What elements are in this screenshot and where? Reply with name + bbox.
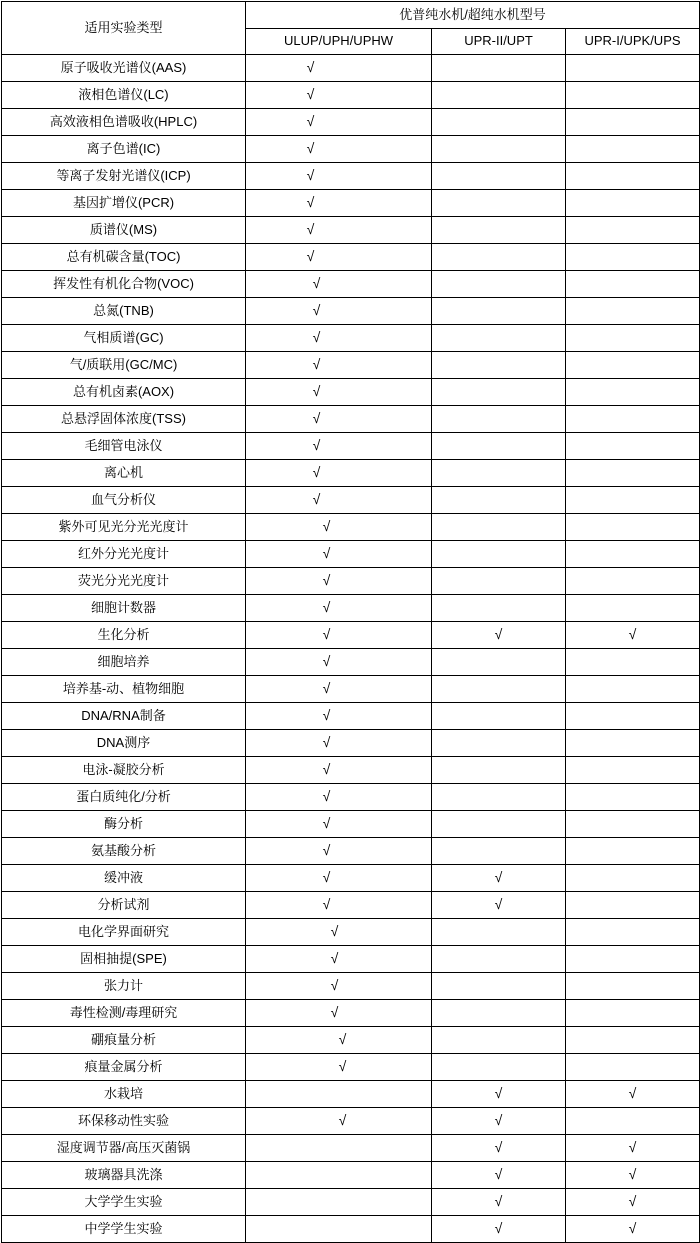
check-mark-icon: √ [322,626,331,643]
table-row [2,244,700,271]
experiment-type-cell: 毒性检测/毒理研究 [2,1000,246,1027]
model-3-mark-cell [566,433,700,460]
check-mark-icon: √ [494,1166,503,1183]
check-mark-icon: √ [312,275,321,292]
model-3-mark-cell [566,136,700,163]
model-3-mark-cell [566,757,700,784]
model-2-mark-cell [432,217,566,244]
experiment-type-cell: 酶分析 [2,811,246,838]
model-1-mark-cell [246,1135,432,1162]
check-mark-icon: √ [494,1112,503,1129]
table-row [2,55,700,82]
model-3-mark-cell [566,541,700,568]
model-1-mark-cell [246,298,432,325]
experiment-type-cell: 电泳-凝胶分析 [2,757,246,784]
model-1-mark-cell [246,649,432,676]
model-3-mark-cell [566,730,700,757]
experiment-type-cell: 毛细管电泳仪 [2,433,246,460]
check-mark-icon: √ [330,950,339,967]
column-header-experiment-type: 适用实验类型 [2,2,246,55]
model-3-mark-cell [566,271,700,298]
check-mark-icon: √ [330,977,339,994]
model-1-mark-cell [246,1162,432,1189]
table-row [2,622,700,649]
check-mark-icon: √ [322,545,331,562]
model-1-mark-cell [246,838,432,865]
table-row [2,433,700,460]
model-2-mark-cell [432,919,566,946]
experiment-type-cell: 水栽培 [2,1081,246,1108]
model-1-mark-cell [246,514,432,541]
model-3-mark-cell [566,109,700,136]
check-mark-icon: √ [494,1220,503,1237]
table-row [2,703,700,730]
model-1-mark-cell [246,1189,432,1216]
model-2-mark-cell [432,433,566,460]
model-3-mark-cell [566,595,700,622]
check-mark-icon: √ [338,1031,347,1048]
check-mark-icon: √ [322,707,331,724]
experiment-type-cell: 总有机卤素(AOX) [2,379,246,406]
experiment-type-cell: 原子吸收光谱仪(AAS) [2,55,246,82]
model-3-mark-cell [566,568,700,595]
model-2-mark-cell [432,838,566,865]
model-2-mark-cell [432,406,566,433]
model-3-mark-cell [566,703,700,730]
model-2-mark-cell [432,460,566,487]
table-row [2,1189,700,1216]
model-3-mark-cell [566,1000,700,1027]
experiment-type-cell: 细胞计数器 [2,595,246,622]
model-2-mark-cell [432,649,566,676]
model-1-mark-cell [246,784,432,811]
model-2-mark-cell [432,1216,566,1243]
experiment-type-cell: 总氮(TNB) [2,298,246,325]
model-3-mark-cell [566,352,700,379]
model-3-mark-cell [566,1135,700,1162]
table-row [2,892,700,919]
table-row [2,919,700,946]
experiment-type-cell: 分析试剂 [2,892,246,919]
model-2-mark-cell [432,82,566,109]
model-2-mark-cell [432,1135,566,1162]
check-mark-icon: √ [628,1139,637,1156]
check-mark-icon: √ [312,491,321,508]
check-mark-icon: √ [312,383,321,400]
table-row [2,730,700,757]
table-row [2,1054,700,1081]
check-mark-icon: √ [628,1193,637,1210]
model-1-mark-cell [246,433,432,460]
experiment-type-cell: 生化分析 [2,622,246,649]
experiment-type-cell: 高效液相色谱吸收(HPLC) [2,109,246,136]
table-row [2,757,700,784]
model-3-mark-cell [566,298,700,325]
experiment-type-cell: 质谱仪(MS) [2,217,246,244]
model-1-mark-cell [246,55,432,82]
model-1-mark-cell [246,1081,432,1108]
model-1-mark-cell [246,379,432,406]
model-1-mark-cell [246,460,432,487]
experiment-type-cell: 细胞培养 [2,649,246,676]
table-row [2,865,700,892]
model-2-mark-cell [432,109,566,136]
model-3-mark-cell [566,55,700,82]
check-mark-icon: √ [312,356,321,373]
model-3-mark-cell [566,838,700,865]
check-mark-icon: √ [322,815,331,832]
model-2-mark-cell [432,1162,566,1189]
model-1-mark-cell [246,1054,432,1081]
model-3-mark-cell [566,1054,700,1081]
model-1-mark-cell [246,1216,432,1243]
model-2-mark-cell [432,865,566,892]
model-2-mark-cell [432,676,566,703]
model-3-mark-cell [566,163,700,190]
model-2-mark-cell [432,541,566,568]
table-row [2,487,700,514]
model-3-mark-cell [566,487,700,514]
model-1-mark-cell [246,892,432,919]
check-mark-icon: √ [306,140,315,157]
model-2-mark-cell [432,55,566,82]
column-group-header-models: 优普纯水机/超纯水机型号 [246,2,700,29]
experiment-type-cell: 固相抽提(SPE) [2,946,246,973]
table-row [2,460,700,487]
model-2-mark-cell [432,730,566,757]
model-3-mark-cell [566,1108,700,1135]
check-mark-icon: √ [306,86,315,103]
experiment-type-cell: DNA/RNA制备 [2,703,246,730]
experiment-type-cell: 气相质谱(GC) [2,325,246,352]
table-row [2,811,700,838]
model-2-mark-cell [432,1108,566,1135]
experiment-type-cell: 痕量金属分析 [2,1054,246,1081]
model-3-mark-cell [566,244,700,271]
model-3-mark-cell [566,406,700,433]
check-mark-icon: √ [322,869,331,886]
check-mark-icon: √ [322,653,331,670]
model-1-mark-cell [246,973,432,1000]
experiment-type-cell: 环保移动性实验 [2,1108,246,1135]
model-2-mark-cell [432,703,566,730]
model-2-mark-cell [432,1054,566,1081]
table-row [2,271,700,298]
model-2-mark-cell [432,892,566,919]
check-mark-icon: √ [494,1139,503,1156]
check-mark-icon: √ [338,1058,347,1075]
check-mark-icon: √ [494,1193,503,1210]
model-1-mark-cell [246,82,432,109]
model-3-mark-cell [566,622,700,649]
model-2-mark-cell [432,271,566,298]
check-mark-icon: √ [494,1085,503,1102]
check-mark-icon: √ [628,1220,637,1237]
model-3-mark-cell [566,676,700,703]
check-mark-icon: √ [628,1166,637,1183]
experiment-type-cell: 挥发性有机化合物(VOC) [2,271,246,298]
column-header-model-1: ULUP/UPH/UPHW [246,29,432,55]
check-mark-icon: √ [306,248,315,265]
model-3-mark-cell [566,379,700,406]
model-1-mark-cell [246,703,432,730]
check-mark-icon: √ [312,302,321,319]
check-mark-icon: √ [322,788,331,805]
model-2-mark-cell [432,163,566,190]
model-3-mark-cell [566,892,700,919]
model-2-mark-cell [432,379,566,406]
experiment-type-cell: 总悬浮固体浓度(TSS) [2,406,246,433]
model-1-mark-cell [246,406,432,433]
table-row [2,649,700,676]
model-1-mark-cell [246,757,432,784]
table-row [2,163,700,190]
experiment-type-cell: 缓冲液 [2,865,246,892]
check-mark-icon: √ [322,734,331,751]
model-1-mark-cell [246,865,432,892]
model-2-mark-cell [432,1189,566,1216]
model-1-mark-cell [246,136,432,163]
check-mark-icon: √ [312,329,321,346]
model-2-mark-cell [432,325,566,352]
model-2-mark-cell [432,244,566,271]
model-3-mark-cell [566,946,700,973]
table-row [2,1000,700,1027]
check-mark-icon: √ [494,896,503,913]
model-3-mark-cell [566,1189,700,1216]
model-2-mark-cell [432,595,566,622]
check-mark-icon: √ [312,437,321,454]
column-header-model-3: UPR-I/UPK/UPS [566,29,700,55]
check-mark-icon: √ [306,167,315,184]
table-row [2,298,700,325]
model-2-mark-cell [432,487,566,514]
model-1-mark-cell [246,109,432,136]
model-1-mark-cell [246,325,432,352]
table-row [2,217,700,244]
table-row [2,136,700,163]
compatibility-table [1,1,700,1243]
experiment-type-cell: 等离子发射光谱仪(ICP) [2,163,246,190]
model-3-mark-cell [566,784,700,811]
experiment-type-cell: DNA测序 [2,730,246,757]
check-mark-icon: √ [628,626,637,643]
table-row [2,784,700,811]
table-row [2,838,700,865]
model-3-mark-cell [566,82,700,109]
experiment-type-cell: 硼痕量分析 [2,1027,246,1054]
model-3-mark-cell [566,973,700,1000]
model-2-mark-cell [432,568,566,595]
model-2-mark-cell [432,946,566,973]
model-3-mark-cell [566,217,700,244]
model-2-mark-cell [432,1000,566,1027]
table-row [2,973,700,1000]
model-1-mark-cell [246,622,432,649]
table-row [2,1135,700,1162]
model-3-mark-cell [566,1216,700,1243]
header-row-group [2,2,700,29]
model-2-mark-cell [432,352,566,379]
model-2-mark-cell [432,811,566,838]
experiment-type-cell: 液相色谱仪(LC) [2,82,246,109]
table-row [2,676,700,703]
model-3-mark-cell [566,919,700,946]
model-1-mark-cell [246,271,432,298]
model-1-mark-cell [246,352,432,379]
experiment-type-cell: 红外分光光度计 [2,541,246,568]
model-1-mark-cell [246,568,432,595]
model-2-mark-cell [432,622,566,649]
model-1-mark-cell [246,217,432,244]
table-row [2,1081,700,1108]
experiment-type-cell: 血气分析仪 [2,487,246,514]
experiment-type-cell: 离子色谱(IC) [2,136,246,163]
check-mark-icon: √ [338,1112,347,1129]
model-2-mark-cell [432,973,566,1000]
model-3-mark-cell [566,649,700,676]
experiment-type-cell: 荧光分光光度计 [2,568,246,595]
model-2-mark-cell [432,757,566,784]
table-row [2,352,700,379]
model-1-mark-cell [246,676,432,703]
table-row [2,190,700,217]
table-row [2,568,700,595]
check-mark-icon: √ [322,680,331,697]
table-row [2,541,700,568]
experiment-type-cell: 气/质联用(GC/MC) [2,352,246,379]
model-1-mark-cell [246,244,432,271]
model-3-mark-cell [566,514,700,541]
model-2-mark-cell [432,136,566,163]
experiment-type-cell: 电化学界面研究 [2,919,246,946]
model-1-mark-cell [246,190,432,217]
model-1-mark-cell [246,811,432,838]
check-mark-icon: √ [330,923,339,940]
model-2-mark-cell [432,1027,566,1054]
model-2-mark-cell [432,1081,566,1108]
model-3-mark-cell [566,325,700,352]
experiment-type-cell: 大学学生实验 [2,1189,246,1216]
check-mark-icon: √ [322,599,331,616]
table-row [2,82,700,109]
model-2-mark-cell [432,514,566,541]
experiment-type-cell: 氨基酸分析 [2,838,246,865]
model-1-mark-cell [246,541,432,568]
experiment-type-cell: 玻璃器具洗涤 [2,1162,246,1189]
table-row [2,379,700,406]
model-1-mark-cell [246,595,432,622]
table-header [2,2,700,55]
check-mark-icon: √ [312,464,321,481]
model-1-mark-cell [246,919,432,946]
model-2-mark-cell [432,190,566,217]
model-3-mark-cell [566,460,700,487]
experiment-type-cell: 总有机碳含量(TOC) [2,244,246,271]
model-3-mark-cell [566,1081,700,1108]
model-2-mark-cell [432,784,566,811]
model-1-mark-cell [246,1108,432,1135]
table-row [2,595,700,622]
check-mark-icon: √ [322,572,331,589]
check-mark-icon: √ [322,896,331,913]
check-mark-icon: √ [494,869,503,886]
table-row [2,1027,700,1054]
table-row [2,406,700,433]
model-1-mark-cell [246,163,432,190]
model-3-mark-cell [566,865,700,892]
check-mark-icon: √ [322,842,331,859]
table-row [2,514,700,541]
table-row [2,325,700,352]
model-1-mark-cell [246,1000,432,1027]
check-mark-icon: √ [494,626,503,643]
check-mark-icon: √ [306,59,315,76]
check-mark-icon: √ [330,1004,339,1021]
table-body [2,55,700,1243]
experiment-type-cell: 基因扩增仪(PCR) [2,190,246,217]
table-row [2,1162,700,1189]
model-3-mark-cell [566,1162,700,1189]
model-1-mark-cell [246,730,432,757]
model-1-mark-cell [246,1027,432,1054]
model-1-mark-cell [246,946,432,973]
model-2-mark-cell [432,298,566,325]
check-mark-icon: √ [628,1085,637,1102]
check-mark-icon: √ [322,518,331,535]
experiment-type-cell: 湿度调节器/高压灭菌锅 [2,1135,246,1162]
experiment-type-cell: 紫外可见光分光光度计 [2,514,246,541]
experiment-type-cell: 蛋白质纯化/分析 [2,784,246,811]
table-row [2,1108,700,1135]
check-mark-icon: √ [306,113,315,130]
table-row [2,109,700,136]
model-3-mark-cell [566,190,700,217]
experiment-type-cell: 离心机 [2,460,246,487]
experiment-type-cell: 培养基-动、植物细胞 [2,676,246,703]
table-row [2,1216,700,1243]
model-3-mark-cell [566,811,700,838]
model-3-mark-cell [566,1027,700,1054]
table-row [2,946,700,973]
column-header-model-2: UPR-II/UPT [432,29,566,55]
model-1-mark-cell [246,487,432,514]
experiment-type-cell: 张力计 [2,973,246,1000]
check-mark-icon: √ [322,761,331,778]
check-mark-icon: √ [312,410,321,427]
experiment-type-cell: 中学学生实验 [2,1216,246,1243]
check-mark-icon: √ [306,221,315,238]
check-mark-icon: √ [306,194,315,211]
